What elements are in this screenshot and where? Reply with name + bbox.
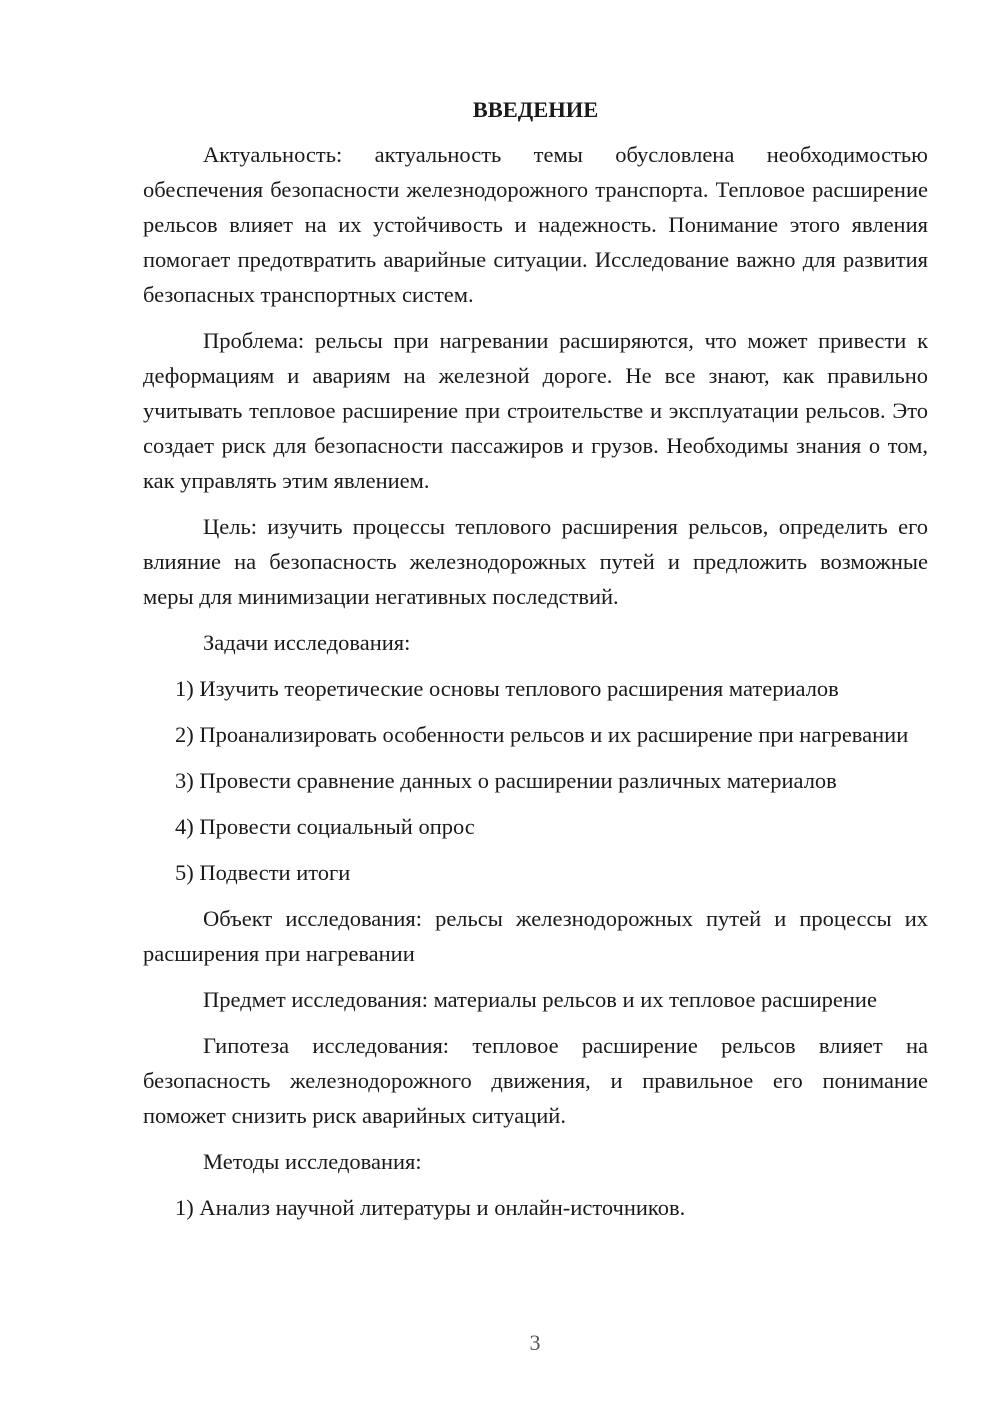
- subject-paragraph: Предмет исследования: материалы рельсов и их тепловое расширение: [203, 987, 877, 1012]
- task-item-2: 2) Проанализировать особенности рельсов и их расширение при нагревании: [175, 722, 909, 747]
- object-paragraph: Объект исследования: рельсы железнодорожных путей и процессы их расширения при нагревании: [143, 906, 928, 966]
- section-heading: ВВЕДЕНИЕ: [472, 97, 599, 122]
- task-item-3: 3) Провести сравнение данных о расширении различных материалов: [175, 768, 837, 793]
- goal-paragraph: Цель: изучить процессы теплового расширения рельсов, определить его влияние на безопасность железнодорожных путей и предложить возможные меры для минимизации негативных последствий.: [143, 514, 928, 609]
- document-page: [143, 92, 928, 1236]
- hypothesis-paragraph: Гипотеза исследования: тепловое расширение рельсов влияет на безопасность железнодорожного движения, и правильное его понимание поможет снизить риск аварийных ситуаций.: [143, 1033, 928, 1128]
- task-item-5: 5) Подвести итоги: [175, 860, 351, 885]
- page-number: 3: [529, 1330, 541, 1355]
- task-item-1: 1) Изучить теоретические основы теплового расширения материалов: [175, 676, 839, 701]
- problem-paragraph: Проблема: рельсы при нагревании расширяются, что может привести к деформациям и авариям на железной дороге. Не все знают, как правильно учитывать тепловое расширение при строительстве и эксплуатации рельсов. Это создает риск для безопасности пассажиров и грузов. Необходимы знания о том, как управлять этим явлением.: [143, 328, 928, 493]
- methods-title: Методы исследования:: [203, 1149, 422, 1174]
- relevance-paragraph: Актуальность: актуальность темы обусловлена необходимостью обеспечения безопасности железнодорожного транспорта. Тепловое расширение рельсов влияет на их устойчивость и надежность. Понимание этого явления помогает предотвратить аварийные ситуации. Исследование важно для развития безопасных транспортных систем.: [143, 142, 928, 307]
- tasks-title: Задачи исследования:: [203, 630, 411, 655]
- method-item-1: 1) Анализ научной литературы и онлайн-источников.: [175, 1195, 686, 1220]
- task-item-4: 4) Провести социальный опрос: [175, 814, 475, 839]
